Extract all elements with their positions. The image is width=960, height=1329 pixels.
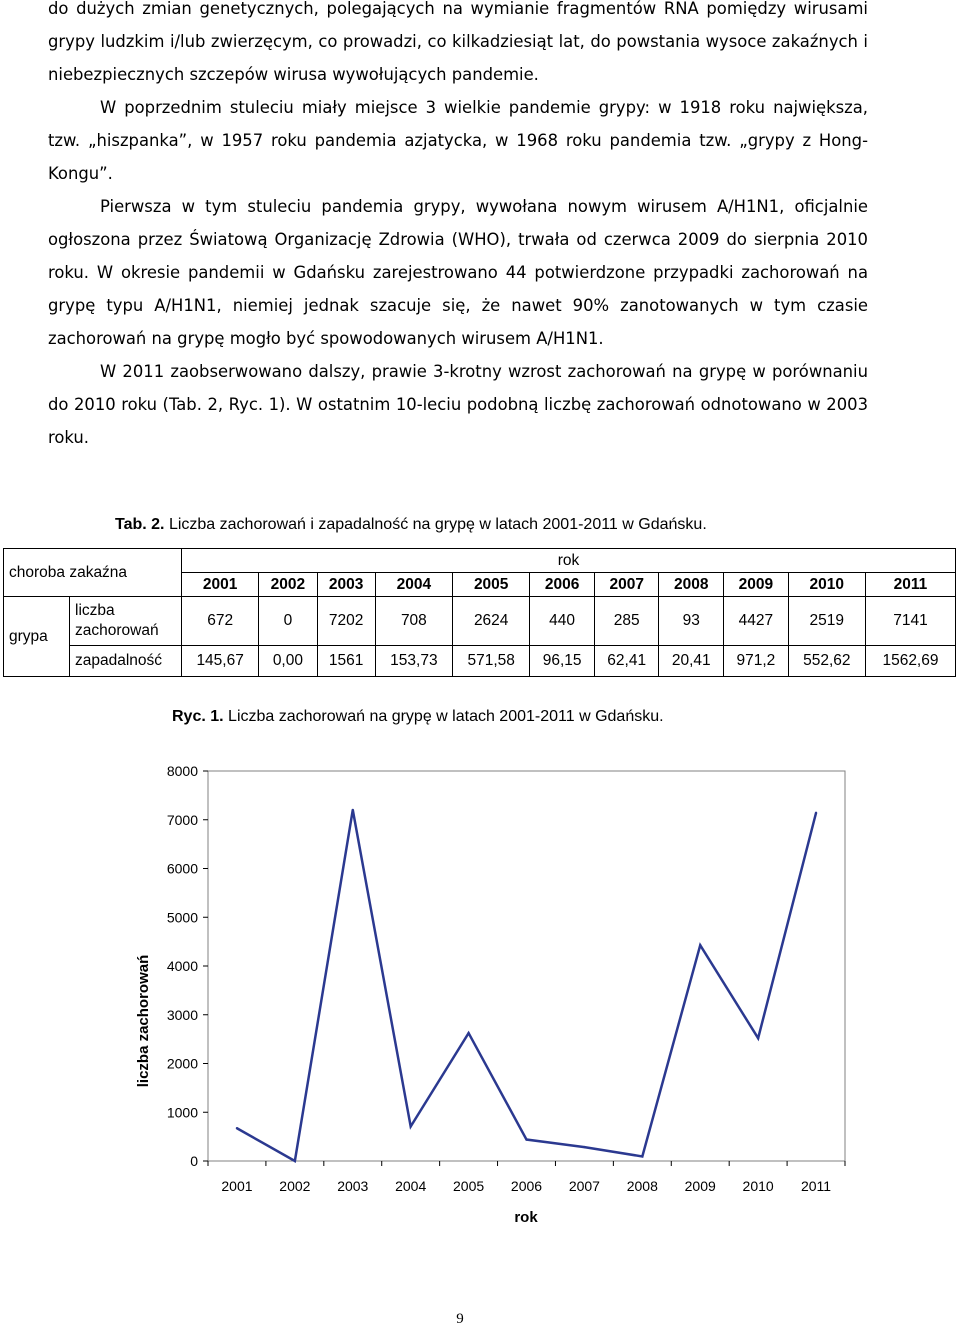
year-header-cell: 2003 (317, 573, 375, 597)
y-tick-label: 2000 (166, 1055, 198, 1072)
cases-line-chart (0, 750, 960, 1270)
data-point (641, 1155, 643, 1157)
data-point (699, 944, 701, 946)
year-header-cell: 2004 (375, 573, 452, 597)
y-tick-label: 3000 (166, 1006, 198, 1023)
cases-cell: 0 (259, 597, 317, 646)
data-point (525, 1138, 527, 1140)
table-caption (115, 516, 707, 534)
table-row (4, 646, 956, 677)
data-point (236, 1127, 238, 1129)
x-tick-label: 2002 (279, 1178, 311, 1194)
year-header-cell: 2010 (788, 573, 865, 597)
y-tick-label: 7000 (166, 811, 198, 828)
incidence-cell: 971,2 (724, 646, 789, 677)
year-header-cell: 2006 (530, 573, 595, 597)
x-tick-label: 2004 (395, 1178, 427, 1194)
data-point (352, 809, 354, 811)
x-tick-label: 2009 (684, 1178, 716, 1194)
data-point (409, 1125, 411, 1127)
data-point (294, 1160, 296, 1162)
table-caption-text: Liczba zachorowań i zapadalność na grypę w latach 2001-2011 w Gdańsku. (164, 516, 707, 533)
y-tick-label: 4000 (166, 958, 198, 974)
row-label-incidence: zapadalność (70, 646, 182, 677)
cases-cell: 7141 (865, 597, 955, 646)
table-row (4, 597, 956, 646)
y-tick-label: 8000 (166, 763, 198, 779)
cases-cell: 4427 (724, 597, 789, 646)
year-header-cell: 2005 (453, 573, 530, 597)
page-number: 9 (456, 1311, 464, 1327)
x-axis-label: rok (514, 1209, 538, 1226)
x-tick-label: 2006 (510, 1178, 543, 1194)
data-point (757, 1037, 759, 1039)
incidence-cell: 0,00 (259, 646, 317, 677)
x-tick-label: 2010 (742, 1178, 774, 1194)
table-caption-label: Tab. 2. (115, 516, 165, 533)
y-axis-label: liczba zachorowań (135, 954, 152, 1088)
x-tick-label: 2011 (800, 1178, 832, 1194)
disease-cell: grypa (4, 597, 70, 677)
year-header-cell: 2007 (594, 573, 659, 597)
figure-caption-label: Ryc. 1. (172, 708, 224, 725)
incidence-table (3, 548, 956, 677)
incidence-cell: 145,67 (182, 646, 259, 677)
x-tick-label: 2003 (337, 1178, 369, 1194)
incidence-cell: 1562,69 (865, 646, 955, 677)
series-line-cases (237, 810, 816, 1161)
incidence-cell: 153,73 (375, 646, 452, 677)
y-tick-label: 5000 (166, 909, 198, 926)
x-tick-label: 2008 (626, 1178, 658, 1194)
paragraph-3: Pierwsza w tym stuleciu pandemia grypy, wywołana nowym wirusem A/H1N1, oficjalnie ogłoszona przez Światową Organizację Zdrowia (WHO), trwała od czerwca 2009 do sierpnia 2010 roku. W okresie pandemii w Gdańsku zarejestrowano 44 potwierdzone przypadki zachorowań na grypę typu A/H1N1, niemiej jednak szacuje się, że nawet 90% zanotowanych w tym czasie zachorowań na grypę mogło być spowodowanych wirusem A/H1N1. (48, 197, 868, 348)
incidence-cell: 1561 (317, 646, 375, 677)
cases-cell: 440 (530, 597, 595, 646)
x-tick-label: 2001 (221, 1178, 253, 1194)
cases-cell: 285 (594, 597, 659, 646)
incidence-cell: 571,58 (453, 646, 530, 677)
cases-cell: 2624 (453, 597, 530, 646)
incidence-cell: 20,41 (659, 646, 724, 677)
year-header-cell: 2008 (659, 573, 724, 597)
year-header-cell: 2011 (865, 573, 955, 597)
incidence-cell: 96,15 (530, 646, 595, 677)
data-point (815, 812, 817, 814)
incidence-cell: 552,62 (788, 646, 865, 677)
figure-caption (172, 708, 664, 726)
year-header-cell: 2001 (182, 573, 259, 597)
cases-cell: 7202 (317, 597, 375, 646)
y-tick-label: 0 (190, 1153, 198, 1169)
cases-cell: 672 (182, 597, 259, 646)
header-disease: choroba zakaźna (4, 549, 182, 597)
figure-caption-text: Liczba zachorowań na grypę w latach 2001-2011 w Gdańsku. (223, 708, 664, 725)
data-point (467, 1032, 469, 1034)
cases-cell: 2519 (788, 597, 865, 646)
table-header-row (4, 549, 956, 573)
cases-cell: 708 (375, 597, 452, 646)
header-rok: rok (182, 549, 956, 573)
y-tick-label: 1000 (166, 1104, 198, 1121)
paragraph-2: W poprzednim stuleciu miały miejsce 3 wielkie pandemie grypy: w 1918 roku największa, tzw. „hiszpanka”, w 1957 roku pandemia azjatycka, w 1968 roku pandemia tzw. „grypy z Hong-Kongu”. (48, 98, 868, 183)
paragraph-4: W 2011 zaobserwowano dalszy, prawie 3-krotny wzrost zachorowań na grypę w porównaniu do 2010 roku (Tab. 2, Ryc. 1). W ostatnim 10-leciu podobną liczbę zachorowań odnotowano w 2003 roku. (48, 362, 868, 447)
x-tick-label: 2005 (453, 1178, 485, 1194)
cases-cell: 93 (659, 597, 724, 646)
data-point (583, 1146, 585, 1148)
year-header-cell: 2002 (259, 573, 317, 597)
paragraph-1: do dużych zmian genetycznych, polegających na wymianie fragmentów RNA pomiędzy wirusami grypy ludzkim i/lub zwierzęcym, co prowadzi, co kilkadziesiąt lat, do powstania wysoce zakaźnych i niebezpiecznych szczepów wirusa wywołujących pandemie. (48, 0, 868, 84)
y-tick-label: 6000 (166, 860, 198, 877)
year-header-cell: 2009 (724, 573, 789, 597)
body-text (48, 0, 868, 454)
x-tick-label: 2007 (568, 1178, 600, 1194)
incidence-cell: 62,41 (594, 646, 659, 677)
row-label-cases: liczba zachorowań (70, 597, 182, 646)
